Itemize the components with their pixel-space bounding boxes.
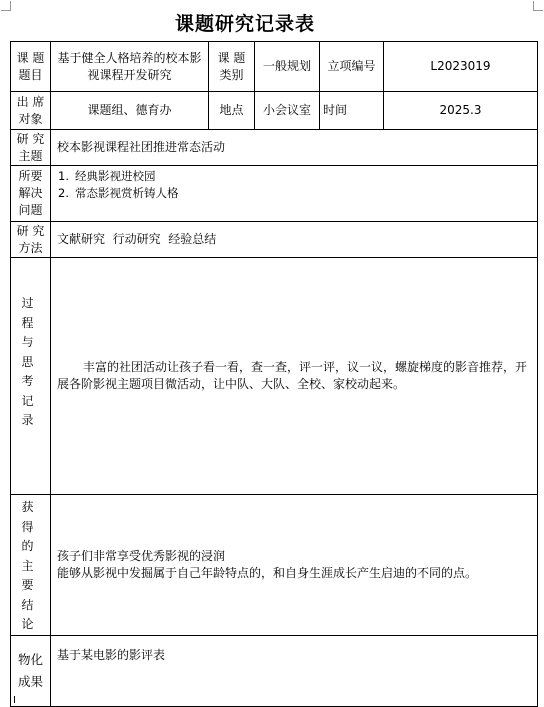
record-table xyxy=(10,41,538,707)
page-corner-mark xyxy=(533,1,543,11)
time-value[interactable]: 2025.3 xyxy=(384,92,538,130)
table-row xyxy=(11,222,538,258)
location-value[interactable]: 小会议室 xyxy=(255,92,320,130)
topic-value[interactable]: 基于健全人格培养的校本影视课程开发研究 xyxy=(51,42,209,92)
topic-label: 课 题 题目 xyxy=(11,42,51,92)
subject-value[interactable]: 校本影视课程社团推进常态活动 xyxy=(51,130,538,166)
table-row xyxy=(11,495,538,636)
table-row xyxy=(11,258,538,495)
conclusion-label: 获得的主要结论 xyxy=(11,495,51,636)
conclusion-line: 孩子们非常享受优秀影视的浸润 xyxy=(57,548,226,563)
table-row xyxy=(11,42,538,92)
method-label: 研 究 方法 xyxy=(11,222,51,258)
category-value[interactable]: 一般规划 xyxy=(255,42,320,92)
category-label: 课 题 类别 xyxy=(209,42,255,92)
conclusion-value[interactable] xyxy=(51,495,538,636)
outcome-value[interactable]: 基于某电影的影评表 xyxy=(51,635,538,706)
process-label: 过程与思考记录 xyxy=(11,258,51,495)
time-label: 时间 xyxy=(320,92,384,130)
issues-list-cell[interactable] xyxy=(51,166,538,222)
table-row xyxy=(11,92,538,130)
location-label: 地点 xyxy=(209,92,255,130)
process-value[interactable]: 丰富的社团活动让孩子看一看，查一查，评一评，议一议，螺旋梯度的影音推荐，开展各阶影视主题项目微活动，让中队、大队、全校、家校动起来。 xyxy=(51,258,538,495)
conclusion-line: 能够从影视中发掘属于自己年龄特点的，和自身生涯成长产生启迪的不同的点。 xyxy=(57,565,478,580)
project-no-value[interactable]: L2023019 xyxy=(384,42,538,92)
attendees-value[interactable]: 课题组、德育办 xyxy=(51,92,209,130)
table-row xyxy=(11,635,538,706)
subject-label: 研 究 主题 xyxy=(11,130,51,166)
project-no-label: 立项编号 xyxy=(320,42,384,92)
list-item: 2. 常态影视赏析铸人格 xyxy=(58,186,179,200)
outcome-label: 物化 成果 xyxy=(11,635,51,706)
method-value[interactable]: 文献研究 行动研究 经验总结 xyxy=(51,222,538,258)
text-cursor xyxy=(14,696,15,703)
issues-list xyxy=(54,168,534,202)
page-title: 课题研究记录表 xyxy=(174,13,315,35)
attendees-label: 出 席 对象 xyxy=(11,92,51,130)
table-row xyxy=(11,166,538,222)
table-row xyxy=(11,130,538,166)
issues-label: 所要 解决 问题 xyxy=(11,166,51,222)
list-item: 1. 经典影视进校园 xyxy=(58,169,156,183)
